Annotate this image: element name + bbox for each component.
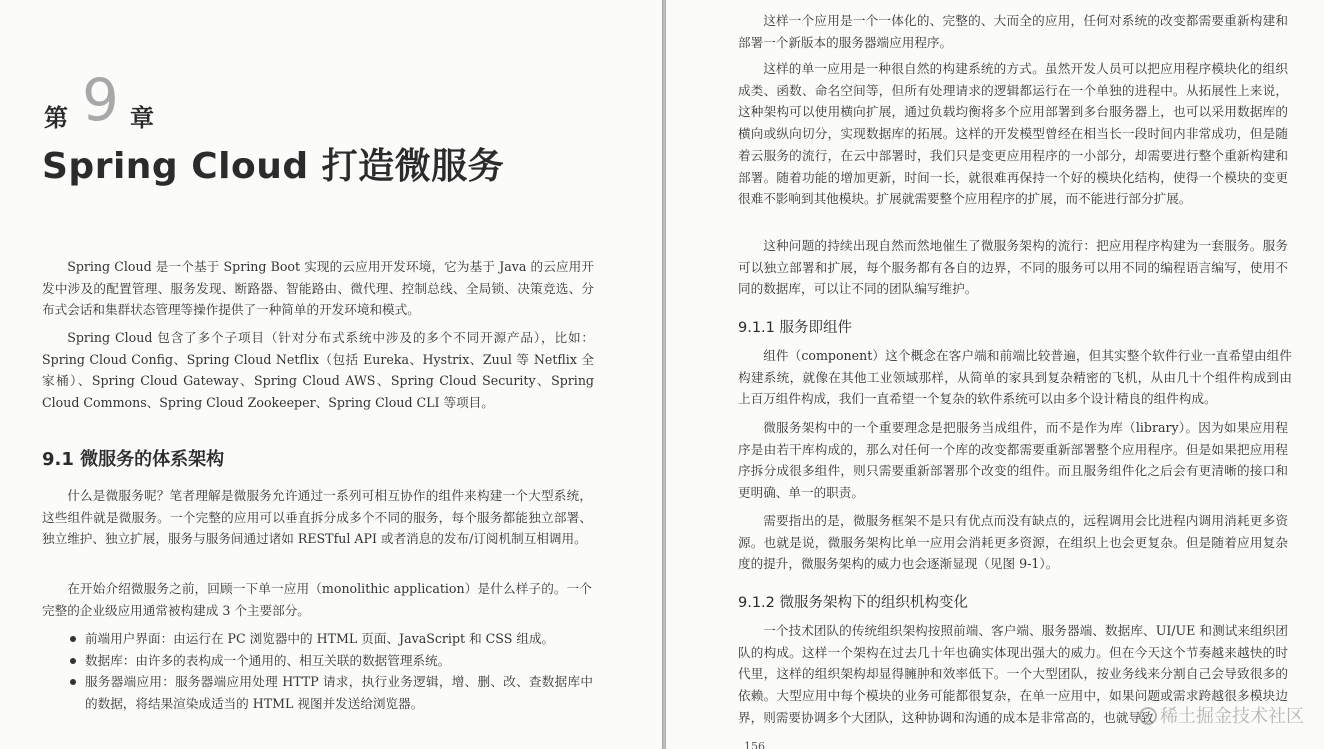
body-paragraph: 这种问题的持续出现自然而然地催生了微服务架构的流行：把应用程序构建为一套服务。服务可以独立部署和扩展，每个服务都有各自的边界，不同的服务可以用不同的编程语言编写，使用不同的数据库，可以让不同的团队编写维护。	[738, 238, 1288, 297]
list-item-text: 前端用户界面：由运行在 PC 浏览器中的 HTML 页面、JavaScript 和 CSS 组成。	[85, 631, 555, 646]
intro-paragraph: Spring Cloud 包含了多个子项目（针对分布式系统中涉及的多个不同开源产品），比如：Spring Cloud Config、Spring Cloud Netflix（包括 Eureka、Hystrix、Zuul 等 Netflix 全家桶）、Spring Cloud Gateway、Spring Cloud AWS、Spring Cloud Security、Spring Cloud Commons、Spring Cloud Zookeeper、Spring Cloud CLI 等项目。	[42, 330, 594, 411]
list-item	[68, 671, 593, 714]
watermark	[1139, 702, 1304, 728]
subsection-heading: 9.1.1 服务即组件	[738, 320, 853, 336]
body-paragraph: 一个技术团队的传统组织架构按照前端、客户端、服务器端、数据库、UI/UE 和测试来组织团队的构成。这样一个架构在过去几十年也确实体现出强大的威力。但在今天这个节奏越来越快的时代里，这样的组织架构却显得臃肿和效率低下。一个大型团队，按业务线来分割自己会导致很多的依赖。大型应用中每个模块的业务可能都很复杂，在单一应用中，如果问题或需求跨越很多模块边界，则需要协调多个大团队，这种协调和沟通的成本是非常高的，也就导致	[738, 623, 1288, 725]
body-paragraph: 微服务架构中的一个重要理念是把服务当成组件，而不是作为库（library）。因为如果应用程序是由若干库构成的，那么对任何一个库的改变都需要重新部署整个应用程序。但是如果把应用程序拆分成很多组件，则只需要重新部署那个改变的组件。而且服务组件化之后会有更清晰的接口和更明确、单一的职责。	[738, 420, 1288, 501]
subsection-heading: 9.1.2 微服务架构下的组织机构变化	[738, 595, 969, 611]
chapter-title: Spring Cloud 打造微服务	[42, 146, 505, 187]
section-heading: 9.1 微服务的体系架构	[42, 449, 225, 470]
list-item-text: 服务器端应用：服务器端应用处理 HTTP 请求，执行业务逻辑，增、删、改、查数据库中的数据，将结果渲染成适当的 HTML 视图并发送给浏览器。	[85, 674, 593, 712]
body-paragraph: 需要指出的是，微服务框架不是只有优点而没有缺点的，远程调用会比进程内调用消耗更多资源。也就是说，微服务架构比单一应用会消耗更多资源，在组织上也会更复杂。但是随着应用复杂度的提升，微服务架构的威力也会逐渐显现（见图 9-1）。	[738, 513, 1288, 572]
chapter-prefix: 第	[44, 104, 68, 132]
at-icon	[1139, 707, 1157, 725]
section-paragraph: 什么是微服务呢？笔者理解是微服务允许通过一系列可相互协作的组件来构建一个大型系统，这些组件就是微服务。一个完整的应用可以垂直拆分成多个不同的服务，每个服务都能独立部署、独立维护、独立扩展，服务与服务间通过诸如 RESTful API 或者消息的发布/订阅机制互相调用。	[42, 488, 592, 547]
body-paragraph: 组件（component）这个概念在客户端和前端比较普遍，但其实整个软件行业一直希望由组件构建系统，就像在其他工业领域那样，从简单的家具到复杂精密的飞机，从由几十个组件构成到由上百万组件构成，我们一直希望一个复杂的软件系统可以由多个设计精良的组件构成。	[738, 348, 1292, 407]
list-item	[68, 628, 593, 650]
chapter-suffix: 章	[130, 104, 154, 132]
bullet-icon	[70, 636, 76, 642]
section-paragraph: 在开始介绍微服务之前，回顾一下单一应用（monolithic application）是什么样子的。一个完整的企业级应用通常被构建成 3 个主要部分。	[42, 581, 592, 618]
list-item	[68, 650, 593, 672]
bullet-icon	[70, 679, 76, 685]
intro-paragraph: Spring Cloud 是一个基于 Spring Boot 实现的云应用开发环境，它为基于 Java 的云应用开发中涉及的配置管理、服务发现、断路器、智能路由、微代理、控制总线、全局锁、决策竞选、分布式会话和集群状态管理等操作提供了一种简单的开发环境和模式。	[42, 259, 594, 318]
right-page	[666, 0, 1324, 749]
watermark-text: 稀土掘金技术社区	[1160, 706, 1304, 727]
bullet-list	[68, 628, 593, 715]
body-paragraph: 这样一个应用是一个一体化的、完整的、大而全的应用，任何对系统的改变都需要重新构建和部署一个新版本的服务器端应用程序。	[738, 13, 1288, 50]
bullet-icon	[70, 658, 76, 664]
body-paragraph: 这样的单一应用是一种很自然的构建系统的方式。虽然开发人员可以把应用程序模块化的组织成类、函数、命名空间等，但所有处理请求的逻辑都运行在一个单独的进程中。从拓展性上来说，这种架构可以使用横向扩展，通过负载均衡将多个应用部署到多台服务器上，也可以采用数据库的横向或纵向切分，实现数据库的拓展。这样的开发模型曾经在相当长一段时间内非常成功，但是随着云服务的流行，在云中部署时，我们只是变更应用程序的一小部分，却需要进行整个重新构建和部署。随着功能的增加更新，时间一长，就很难再保持一个好的模块化结构，使得一个模块的变更很难不影响到其他模块。扩展就需要整个应用程序的扩展，而不能进行部分扩展。	[738, 61, 1288, 207]
page-number: 156	[744, 740, 765, 749]
list-item-text: 数据库：由许多的表构成一个通用的、相互关联的数据管理系统。	[85, 652, 451, 668]
chapter-number: 9	[82, 66, 119, 134]
